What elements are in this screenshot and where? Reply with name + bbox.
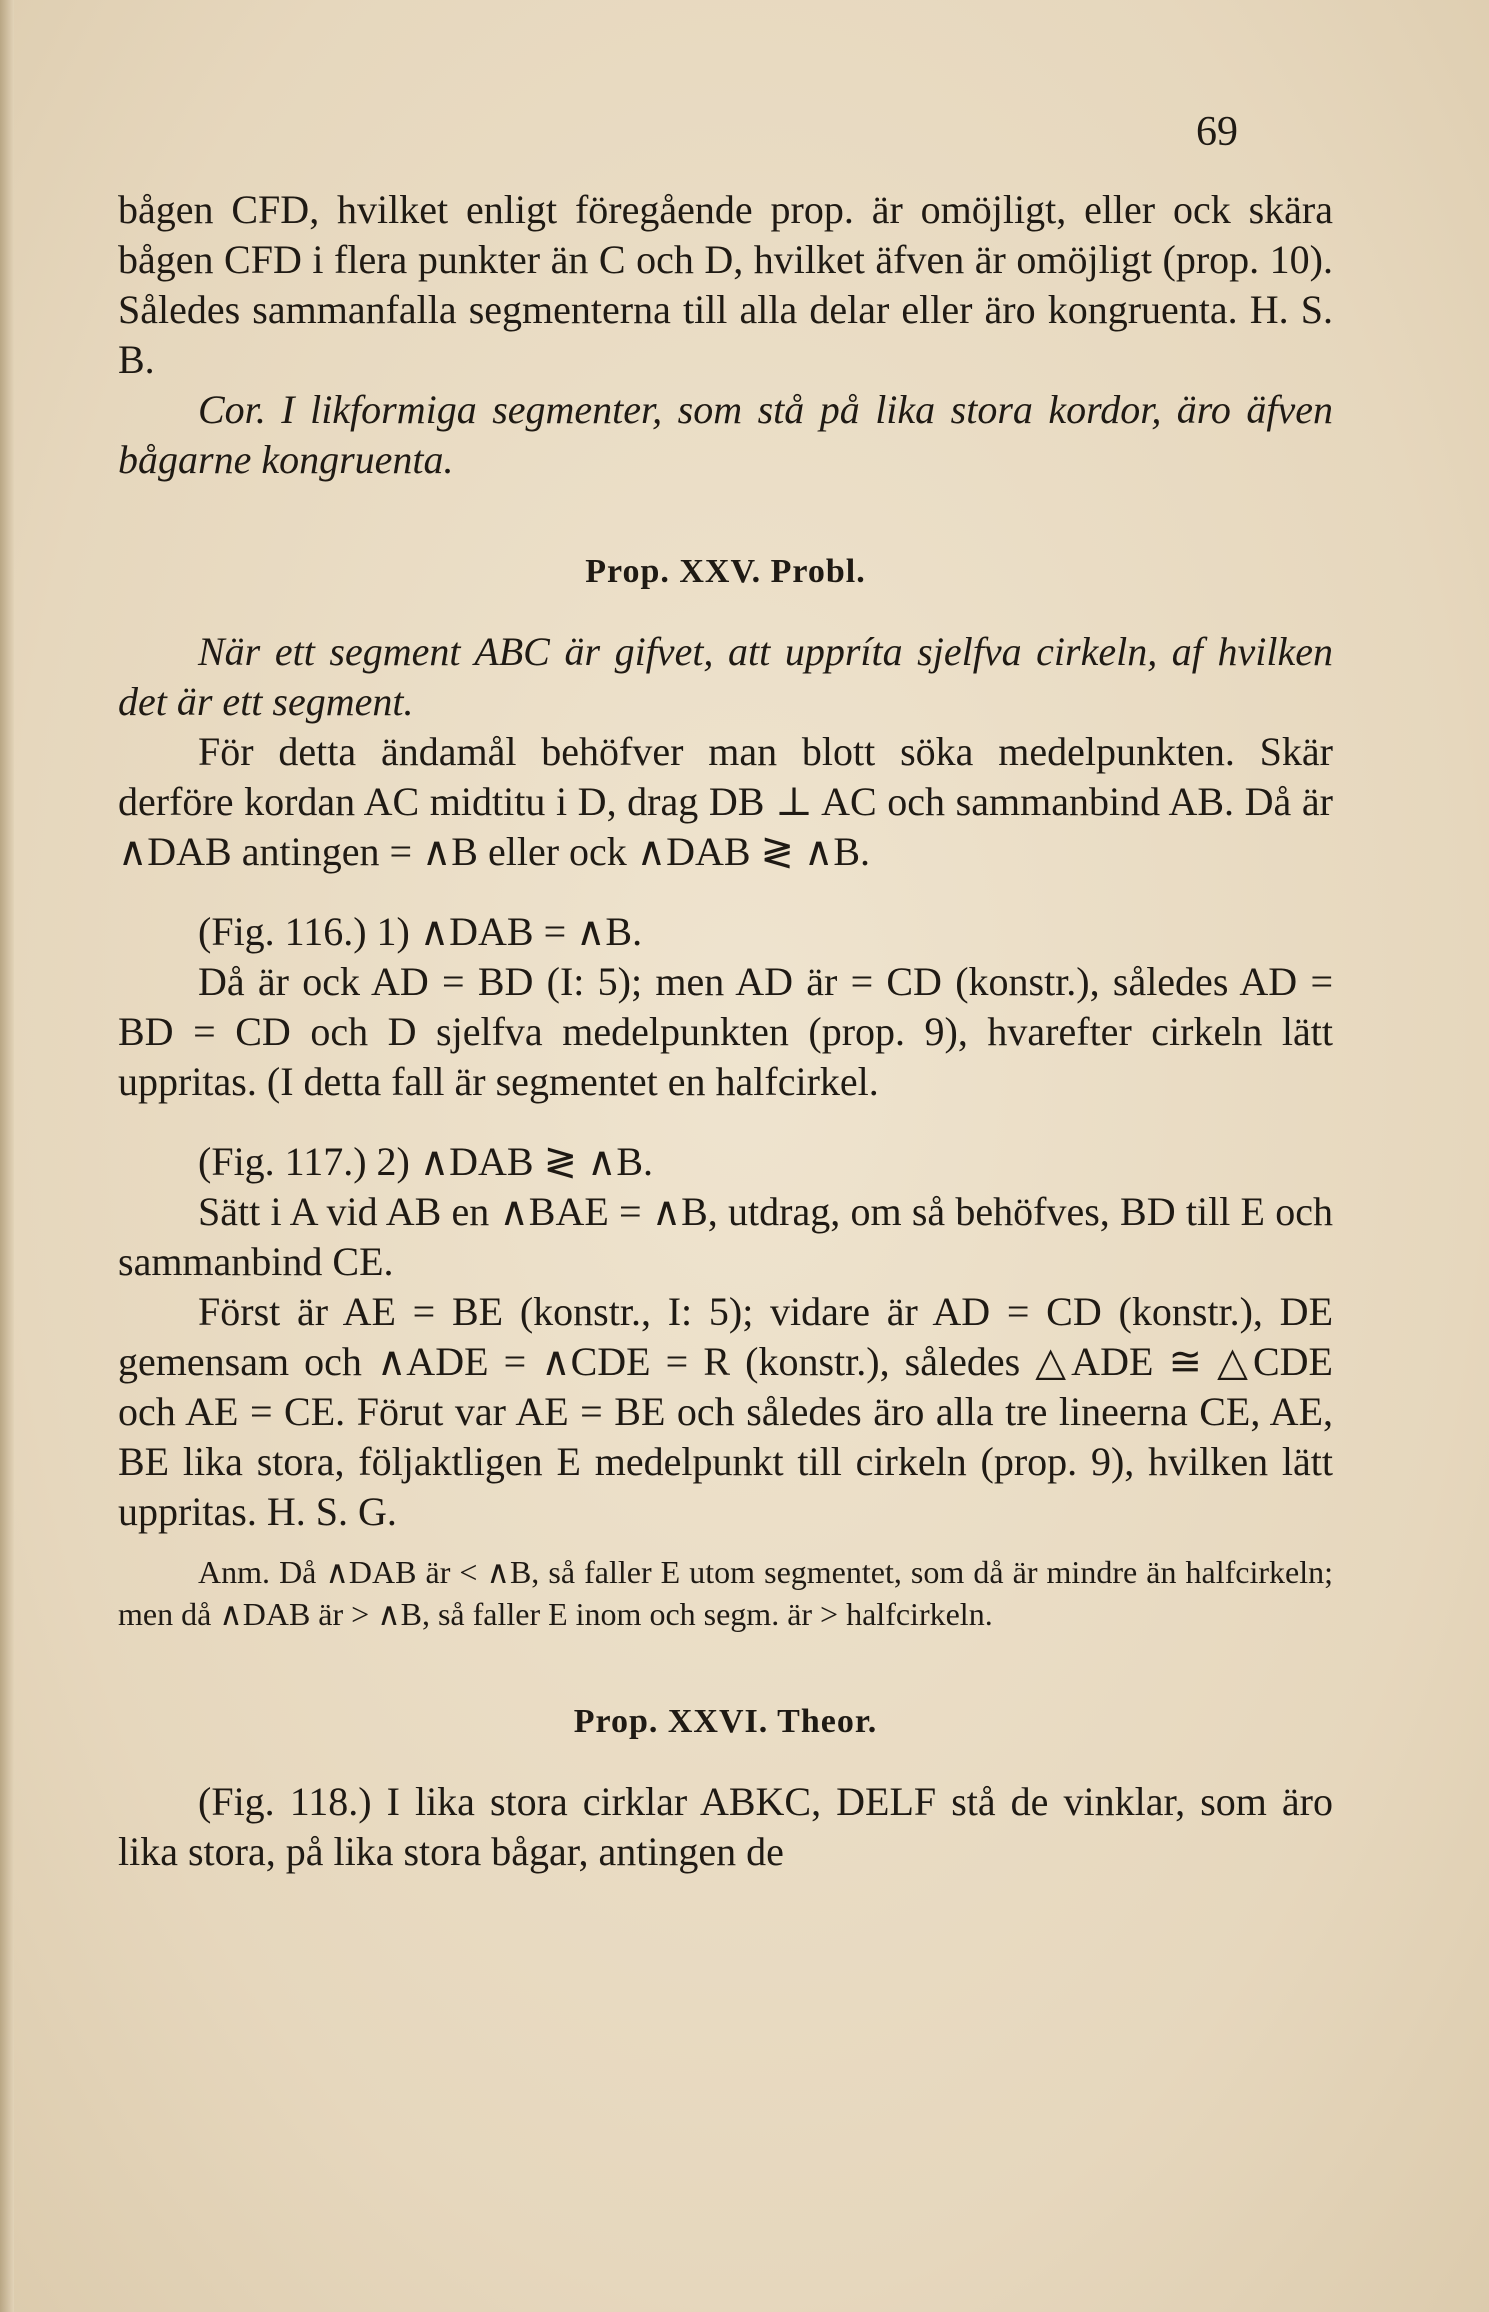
paragraph-case-2a: Sätt i A vid AB en ∧BAE = ∧B, utdrag, om så behöfves, BD till E och sammanbind CE. <box>118 1189 1333 1284</box>
case-fig-116: (Fig. 116.) 1) ∧DAB = ∧B. <box>198 909 643 954</box>
paragraph-case-2b: Först är AE = BE (konstr., I: 5); vidare är AD = CD (konstr.), DE gemensam och ∧ADE = ∧CDE = R (konstr.), således △ADE ≅ △CDE och AE = CE. Förut var AE = BE och således äro alla tre lineerna CE, AE, BE lika stora, följaktligen E medelpunkt till cirkeln (prop. 9), hvilken lätt uppritas. H. S. G. <box>118 1289 1333 1534</box>
page-spine-shadow <box>0 0 14 2312</box>
problem-statement: När ett segment ABC är gifvet, att uppríta sjelfva cirkeln, af hvilken det är ett segment. <box>118 629 1333 724</box>
paragraph-1: bågen CFD, hvilket enligt föregående prop. är omöjligt, eller ock skära bågen CFD i flera punkter än C och D, hvilket äfven är omöjligt (prop. 10). Således sammanfalla segmenterna till alla delar eller äro kongruenta. H. S. B. <box>118 187 1333 382</box>
paragraph-case-1: Då är ock AD = BD (I: 5); men AD är = CD (konstr.), således AD = BD = CD och D sjelfva medelpunkten (prop. 9), hvarefter cirkeln lätt uppritas. (I detta fall är segmentet en halfcirkel. <box>118 959 1333 1104</box>
theorem-statement: (Fig. 118.) I lika stora cirklar ABKC, DELF stå de vinklar, som äro lika stora, på lika stora bågar, antingen de <box>118 1779 1333 1874</box>
heading-prop-xxvi: Prop. XXVI. Theor. <box>573 1703 878 1740</box>
paragraph-method: För detta ändamål behöfver man blott söka medelpunkten. Skär derföre kordan AC midtitu i D, drag DB ⊥ AC och sammanbind AB. Då är ∧DAB antingen = ∧B eller ock ∧DAB ≷ ∧B. <box>118 729 1333 874</box>
case-fig-117: (Fig. 117.) 2) ∧DAB ≷ ∧B. <box>198 1139 654 1184</box>
page-number: 69 <box>1196 109 1238 155</box>
heading-prop-xxv: Prop. XXV. Probl. <box>585 553 866 590</box>
remark: Anm. Då ∧DAB är < ∧B, så faller E utom segmentet, som då är mindre än halfcirkeln; men då ∧DAB är > ∧B, så faller E inom och segm. är > halfcirkeln. <box>118 1554 1333 1632</box>
page-text <box>118 185 1333 1877</box>
corollary: Cor. I likformiga segmenter, som stå på lika stora kordor, äro äfven bågarne kongruenta. <box>118 387 1333 482</box>
